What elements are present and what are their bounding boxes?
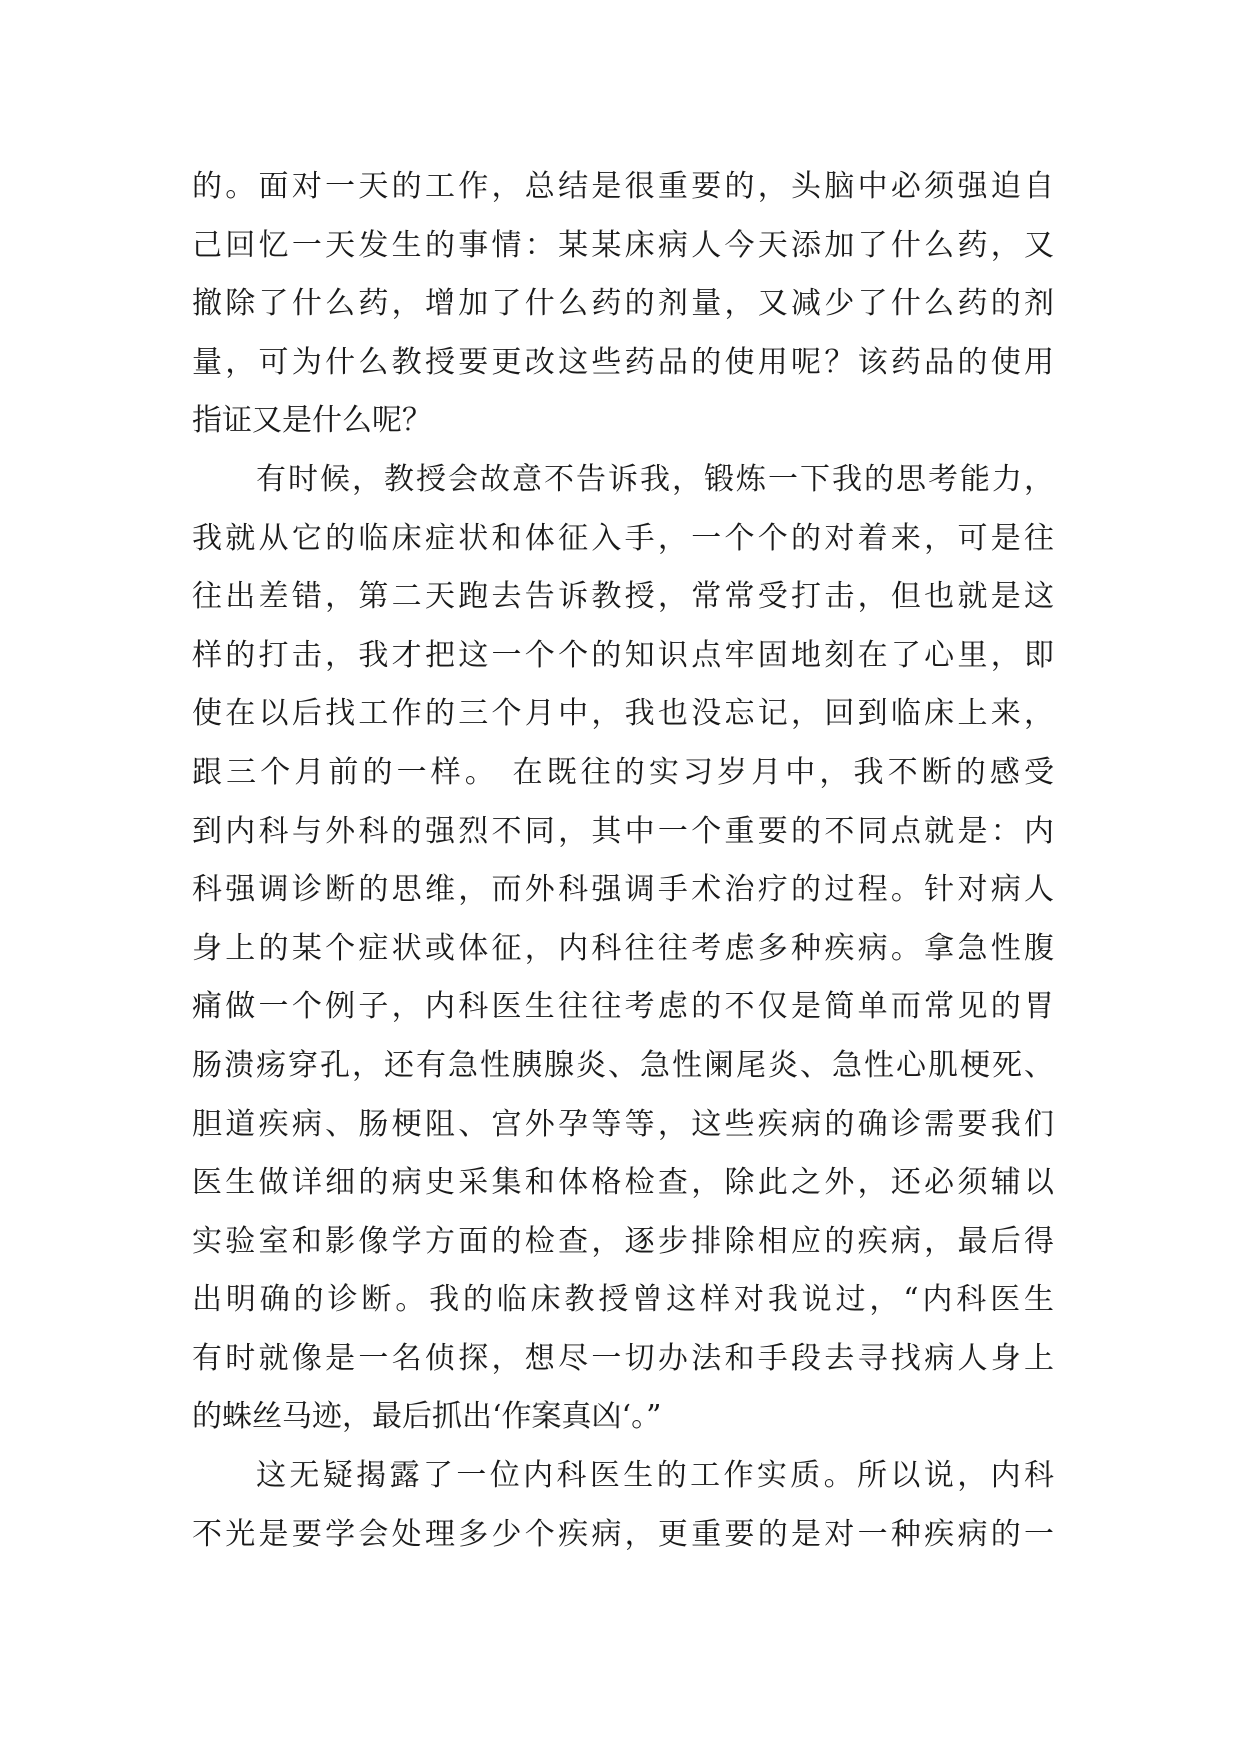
document-body (192, 158, 1054, 1564)
paragraph (192, 1447, 1054, 1564)
text-line: 有时候，教授会故意不告诉我，锻炼一下我的思考能力， (256, 461, 1054, 497)
text-line: 的蛛丝马迹，最后抓出‘作案真凶‘。” (192, 1399, 662, 1435)
text-line: 这无疑揭露了一位内科医生的工作实质。所以说，内科 (256, 1458, 1054, 1494)
text-line: 肠溃疡穿孔，还有急性胰腺炎、急性阑尾炎、急性心肌梗死、 (192, 1047, 1054, 1083)
text-line: 样的打击，我才把这一个个的知识点牢固地刻在了心里，即 (192, 637, 1054, 673)
text-line: 我就从它的临床症状和体征入手，一个个的对着来，可是往 (192, 520, 1054, 556)
text-line: 撤除了什么药，增加了什么药的剂量，又减少了什么药的剂 (192, 286, 1054, 322)
text-line: 实验室和影像学方面的检查，逐步排除相应的疾病，最后得 (192, 1223, 1054, 1259)
paragraph (192, 158, 1054, 451)
text-line: 到内科与外科的强烈不同，其中一个重要的不同点就是：内 (192, 813, 1054, 849)
text-line: 跟三个月前的一样。 在既往的实习岁月中，我不断的感受 (192, 754, 1054, 790)
text-line: 出明确的诊断。我的临床教授曾这样对我说过，“内科医生 (192, 1282, 1054, 1318)
text-line: 身上的某个症状或体征，内科往往考虑多种疾病。拿急性腹 (192, 930, 1054, 966)
text-line: 胆道疾病、肠梗阻、宫外孕等等，这些疾病的确诊需要我们 (192, 1106, 1054, 1142)
text-line: 的。面对一天的工作，总结是很重要的，头脑中必须强迫自 (192, 169, 1054, 204)
text-line: 痛做一个例子，内科医生往往考虑的不仅是简单而常见的胃 (192, 989, 1054, 1025)
text-line: 不光是要学会处理多少个疾病，更重要的是对一种疾病的一 (192, 1516, 1054, 1552)
text-line: 使在以后找工作的三个月中，我也没忘记，回到临床上来， (192, 696, 1054, 732)
text-line: 己回忆一天发生的事情：某某床病人今天添加了什么药，又 (192, 227, 1054, 263)
text-line: 量，可为什么教授要更改这些药品的使用呢？该药品的使用 (192, 344, 1054, 380)
text-line: 科强调诊断的思维，而外科强调手术治疗的过程。针对病人 (192, 872, 1054, 908)
text-line: 医生做详细的病史采集和体格检查，除此之外，还必须辅以 (192, 1165, 1054, 1201)
text-line: 有时就像是一名侦探，想尽一切办法和手段去寻找病人身上 (192, 1340, 1054, 1376)
text-line: 往出差错，第二天跑去告诉教授，常常受打击，但也就是这 (192, 579, 1054, 615)
text-line: 指证又是什么呢？ (192, 403, 432, 439)
paragraph (192, 451, 1054, 1447)
